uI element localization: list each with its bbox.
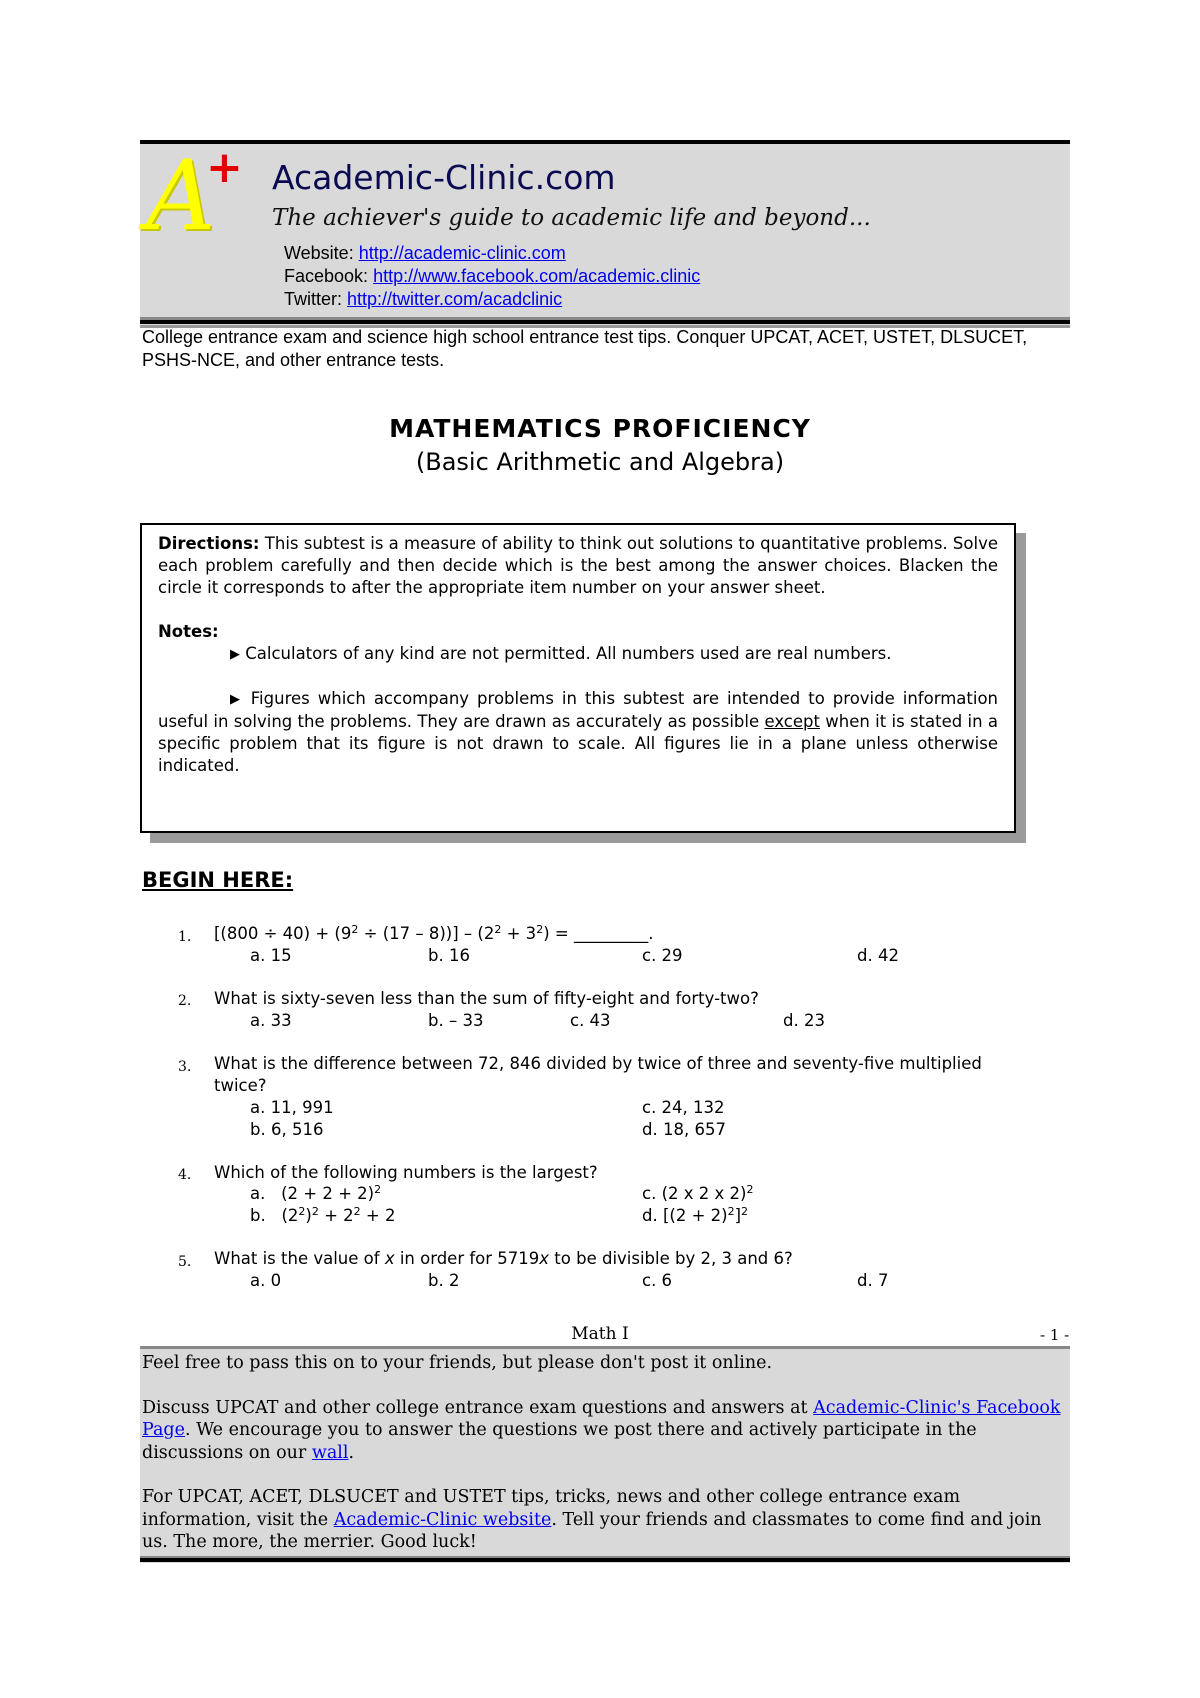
question-3-text-line1: What is the difference between 72, 846 divided by twice of three and seventy-five multiplied: [214, 1054, 982, 1073]
wall-link[interactable]: wall: [311, 1442, 349, 1463]
question-1-blank: _________.: [573, 924, 654, 943]
question-4-text: Which of the following numbers is the largest?: [214, 1163, 598, 1182]
intro-text: College entrance exam and science high school entrance test tips. Conquer UPCAT, ACET, USTET, DLSUCET, PSHS-NCE, and other entrance tests.: [142, 327, 1028, 370]
question-2-text: What is sixty-seven less than the sum of fifty-eight and forty-two?: [214, 989, 759, 1008]
facebook-link[interactable]: http://www.facebook.com/academic.clinic: [373, 266, 701, 286]
question-4-number: 4.: [178, 1167, 192, 1183]
question-3-number: 3.: [178, 1059, 192, 1075]
question-5-variable: x: [384, 1249, 395, 1268]
footer-paragraph-1: Feel free to pass this on to your friends, but please don't post it online.: [142, 1353, 773, 1373]
question-1-text: $[(800 \div 40) + (9^2 \div (17 - 8))] - (2^2 + 3^2)$ = _________.: [214, 923, 654, 943]
question-2-option-b: b. – 33: [428, 1011, 484, 1030]
footer-p2-text-a: Discuss UPCAT and other college entrance exam questions and answers at: [142, 1397, 814, 1418]
question-4-option-a: a. $(2 + 2 + 2)^2$: [250, 1183, 382, 1203]
footer-p2-text-b: . We encourage you to answer the questions we post there and actively participate in the discussions on our: [142, 1420, 977, 1463]
question-2-option-c: c. 43: [570, 1011, 611, 1030]
page-number: - 1 -: [1040, 1326, 1070, 1344]
tagline: The achiever's guide to academic life and beyond...: [272, 205, 871, 231]
question-4-option-d: d. $[(2 + 2)^2]^2$: [642, 1205, 749, 1225]
directions-label: Directions:: [158, 534, 260, 553]
question-4-option-c-label: c.: [642, 1184, 657, 1203]
directions-paragraph: [158, 533, 998, 599]
note-2-except: except: [764, 712, 820, 731]
logo-a-icon: A: [146, 140, 216, 252]
directions-content: [158, 533, 998, 777]
question-4-option-b: b. $(2^2)^2 + 2^2 + 2$: [250, 1205, 396, 1225]
directions-text: This subtest is a measure of ability to think out solutions to quantitative problems. Solve each problem carefully and then decide which is the best among the answer choices. Blacken the circle it corresponds to after the appropriate item number on your answer sheet.: [158, 534, 998, 597]
footer-paragraph-3: [142, 1486, 1067, 1554]
website-text-link[interactable]: Academic-Clinic website: [333, 1509, 552, 1530]
question-4-option-d-label: d.: [642, 1206, 658, 1225]
footer-p3-text-a: For UPCAT, ACET, DLSUCET and USTET tips, tricks, news and other college entrance exam information, visit the: [142, 1487, 961, 1530]
question-3-option-b: b. 6, 516: [250, 1120, 324, 1139]
question-5-option-c: c. 6: [642, 1271, 673, 1290]
question-5-text: [214, 1249, 793, 1268]
note-2-text-b: when it is stated in a specific problem that its figure is not drawn to scale. All figures lie in a plane unless otherwise indicated.: [158, 712, 998, 775]
question-5-text-a: What is the value of: [214, 1249, 385, 1268]
question-2-option-a: a. 33: [250, 1011, 292, 1030]
footer-p2-text-c: .: [348, 1442, 355, 1463]
question-4-option-a-label: a.: [250, 1184, 266, 1203]
facebook-row: [284, 266, 700, 287]
header-divider: [140, 320, 1070, 324]
site-name: Academic-Clinic.com: [272, 158, 616, 197]
question-3-option-d: d. 18, 657: [642, 1120, 726, 1139]
logo-plus-icon: +: [206, 142, 243, 193]
question-5-option-b: b. 2: [428, 1271, 460, 1290]
page-subtitle: (Basic Arithmetic and Algebra): [415, 448, 785, 476]
footer-content: [142, 1352, 1067, 1576]
question-5-number: 5.: [178, 1254, 192, 1270]
footer-paragraph-2: [142, 1397, 1067, 1465]
question-3-option-a: a. 11, 991: [250, 1098, 334, 1117]
question-5-text-b: in order for 5719: [394, 1249, 540, 1268]
twitter-link[interactable]: http://twitter.com/acadclinic: [347, 289, 563, 309]
facebook-page-link[interactable]: Academic-Clinic's Facebook Page: [142, 1397, 1061, 1440]
question-5-option-d: d. 7: [857, 1271, 889, 1290]
page-title: MATHEMATICS PROFICIENCY: [389, 414, 811, 443]
note-1-text: Calculators of any kind are not permitted. All numbers used are real numbers.: [240, 644, 892, 663]
question-1-option-b: b. 16: [428, 946, 470, 965]
question-5-variable-2: x: [539, 1249, 550, 1268]
question-1-number: 1.: [178, 929, 192, 945]
twitter-label: Twitter:: [284, 289, 348, 309]
question-1-option-a: a. 15: [250, 946, 292, 965]
question-4-option-c: c. (2 x 2 x 2)$^2$: [642, 1183, 754, 1203]
begin-heading: BEGIN HERE:: [142, 868, 294, 892]
triangle-bullet-icon: ▶: [230, 647, 240, 662]
twitter-row: [284, 289, 562, 310]
question-4-option-b-label: b.: [250, 1206, 266, 1225]
notes-label: Notes:: [158, 622, 219, 641]
question-3-text-line2: twice?: [214, 1076, 267, 1095]
question-2-number: 2.: [178, 993, 192, 1009]
question-1-option-d: d. 42: [857, 946, 899, 965]
note-1: [158, 643, 998, 666]
triangle-bullet-icon: ▶: [230, 692, 243, 707]
footer-p3-text-b: . Tell your friends and classmates to come find and join us. The more, the merrier. Good luck!: [142, 1509, 1042, 1552]
note-2-text-a: Figures which accompany problems in this subtest are intended to provide information useful in solving the problems. They are drawn as accurately as possible: [158, 689, 998, 731]
website-row: [284, 243, 566, 264]
question-1-option-c: c. 29: [642, 946, 683, 965]
website-label: Website:: [284, 243, 359, 263]
website-link[interactable]: http://academic-clinic.com: [358, 243, 566, 263]
question-3-option-c: c. 24, 132: [642, 1098, 725, 1117]
facebook-label: Facebook:: [284, 266, 374, 286]
question-2-option-d: d. 23: [783, 1011, 825, 1030]
question-5-option-a: a. 0: [250, 1271, 282, 1290]
footer-label: Math I: [571, 1324, 629, 1344]
note-2: [158, 688, 998, 777]
question-5-text-c: to be divisible by 2, 3 and 6?: [549, 1249, 793, 1268]
